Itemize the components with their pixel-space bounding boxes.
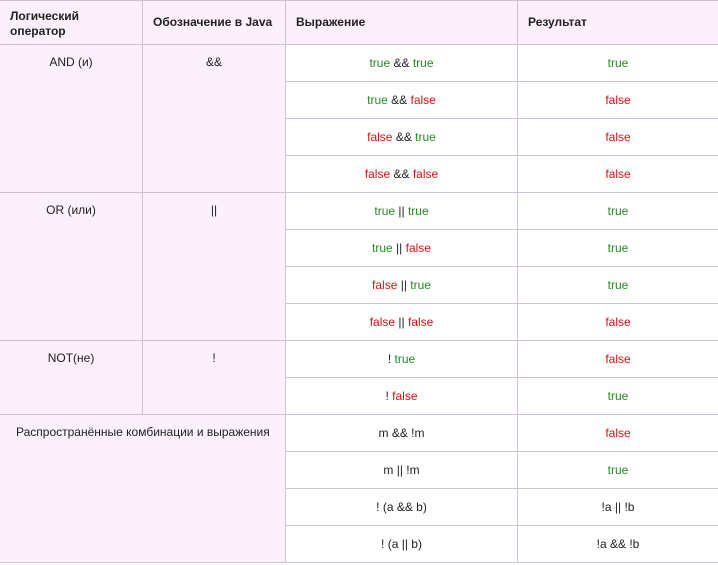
expression-cell [286,45,518,82]
expression-token: || [397,278,411,292]
expression-token: true [407,204,429,218]
result-value: true [607,389,629,403]
expression-cell [286,82,518,119]
expression-token: false [364,167,391,181]
expression-token: || [392,241,406,255]
result-cell [518,82,718,119]
java-symbol-cell: ! [143,341,286,415]
expression-token: true [374,204,396,218]
result-cell [518,341,718,378]
result-value: true [607,463,629,477]
java-symbol-cell: || [143,193,286,341]
result-cell [518,156,718,193]
result-value: !a && !b [596,537,640,551]
table-row [0,45,718,82]
header-operator: Логический оператор [0,1,143,45]
table-row [0,415,718,452]
expression-token: true [394,352,416,366]
result-cell [518,378,718,415]
result-value: true [607,241,629,255]
result-value: true [607,278,629,292]
result-cell [518,489,718,526]
expression-token: false [392,389,418,403]
result-cell [518,45,718,82]
expression-token: && [387,93,411,107]
expression-token: && [392,130,416,144]
result-cell [518,119,718,156]
expression-token: ! [387,352,395,366]
expression-token: || [395,204,408,218]
expression-cell [286,341,518,378]
expression-token: ! [385,389,393,403]
expression-cell [286,267,518,304]
expression-token: ! (a || b) [381,537,422,551]
expression-token: m && !m [378,426,425,440]
expression-cell [286,119,518,156]
result-cell [518,193,718,230]
operator-cell: Распространённые комбинации и выражения [0,415,286,563]
expression-cell [286,489,518,526]
expression-token: true [372,241,393,255]
operator-cell: OR (или) [0,193,143,341]
expression-token: && [390,167,413,181]
expression-token: true [415,130,436,144]
expression-cell [286,304,518,341]
operator-cell: NOT(не) [0,341,143,415]
result-cell [518,230,718,267]
expression-token: true [410,278,431,292]
expression-token: || [395,315,408,329]
header-result: Результат [518,1,718,45]
expression-cell [286,526,518,563]
java-symbol-cell: && [143,45,286,193]
result-cell [518,267,718,304]
result-cell [518,304,718,341]
result-value: false [605,315,631,329]
expression-token: false [410,93,436,107]
expression-token: false [405,241,431,255]
header-expression: Выражение [286,1,518,45]
expression-cell [286,415,518,452]
header-row [0,1,718,45]
result-cell [518,415,718,452]
result-value: false [605,167,631,181]
result-value: true [607,204,629,218]
expression-token: && [390,56,413,70]
result-value: false [605,426,631,440]
expression-token: false [412,167,439,181]
table-body [0,45,718,563]
expression-cell [286,230,518,267]
expression-cell [286,452,518,489]
table-row [0,193,718,230]
expression-token: false [367,130,393,144]
expression-token: true [369,56,391,70]
expression-token: true [367,93,388,107]
expression-cell [286,378,518,415]
expression-token: ! (a && b) [376,500,427,514]
expression-token: false [372,278,398,292]
expression-token: false [369,315,396,329]
result-value: false [605,130,631,144]
expression-token: false [407,315,434,329]
result-value: !a || !b [601,500,635,514]
result-value: false [605,93,631,107]
header-java: Обозначение в Java [143,1,286,45]
result-cell [518,526,718,563]
expression-cell [286,156,518,193]
result-cell [518,452,718,489]
operator-cell: AND (и) [0,45,143,193]
expression-token: true [412,56,434,70]
expression-cell [286,193,518,230]
result-value: false [605,352,631,366]
table-row [0,341,718,378]
result-value: true [607,56,629,70]
expression-token: m || !m [383,463,420,477]
